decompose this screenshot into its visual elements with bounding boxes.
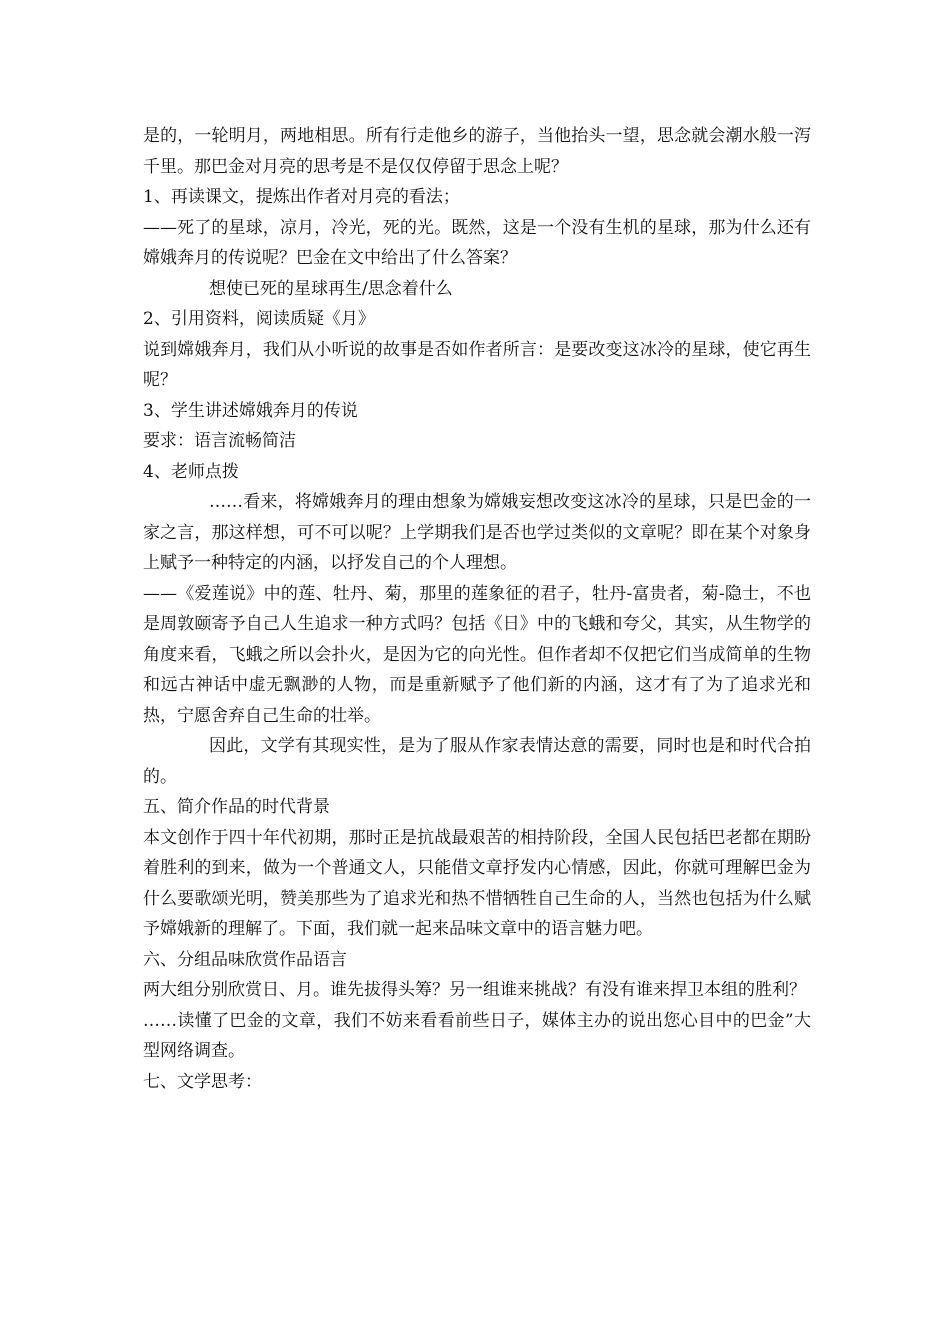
paragraph-intro: 是的，一轮明月，两地相思。所有行走他乡的游子，当他抬头一望，思念就会潮水般一泻千里。那巴金对月亮的思考是不是仅仅停留于思念上呢？ <box>143 126 811 177</box>
section-5-heading: 五、简介作品的时代背景 <box>143 797 330 817</box>
paragraph-background: 本文创作于四十年代初期，那时正是抗战最艰苦的相持阶段，全国人民包括巴老都在期盼着胜利的到来，做为一个普通文人，只能借文章抒发内心情感，因此，你就可理解巴金为什么要歌颂光明，赞美那些为了追求光和热不惜牺牲自己生命的人，当然也包括为什么赋予嫦娥新的理解了。下面，我们就一起来品味文章中的语言魅力吧。 <box>143 827 811 939</box>
paragraph-requirement: 要求：语言流畅简洁 <box>143 431 296 451</box>
paragraph-teacher-note: ……看来，将嫦娥奔月的理由想象为嫦娥妄想改变这冰冷的星球，只是巴金的一家之言，那这样想，可不可以呢？上学期我们是否也学过类似的文章呢？即在某个对象身上赋予一种特定的内涵，以抒发自己的个人理想。 <box>143 492 811 573</box>
document-body <box>143 121 811 1097</box>
paragraph-survey: ……读懂了巴金的文章，我们不妨来看看前些日子，媒体主办的说出您心目中的巴金”大型网络调查。 <box>143 1010 811 1061</box>
paragraph-conclusion: 因此，文学有其现实性，是为了服从作家表情达意的需要，同时也是和时代合拍的。 <box>143 736 811 787</box>
step-2-heading: 2、引用资料，阅读质疑《月》 <box>143 309 375 329</box>
paragraph-question: 说到嫦娥奔月，我们从小听说的故事是否如作者所言：是要改变这冰冷的星球，使它再生呢？ <box>143 339 811 390</box>
step-3-heading: 3、学生讲述嫦娥奔月的传说 <box>143 400 358 421</box>
step-4-heading: 4、老师点拨 <box>143 461 239 482</box>
paragraph-lotus: ——《爱莲说》中的莲、牡丹、菊，那里的莲象征的君子，牡丹-富贵者，菊-隐士，不也是周敦颐寄予自己人生追求一种方式吗？包括《日》中的飞蛾和夸父，其实，从生物学的角度来看，飞蛾之所以会扑火，是因为它的向光性。但作者却不仅把它们当成简单的生物和远古神话中虚无飘渺的人物，而是重新赋予了他们新的内涵，这才有了为了追求光和热，宁愿舍弃自己生命的壮举。 <box>143 583 811 726</box>
paragraph-groups: 两大组分别欣赏日、月。谁先拔得头筹？另一组谁来挑战？有没有谁来捍卫本组的胜利？ <box>143 980 806 1000</box>
section-6-heading: 六、分组品味欣赏作品语言 <box>143 949 347 970</box>
section-7-heading: 七、文学思考： <box>143 1071 262 1092</box>
paragraph-answer: 想使已死的星球再生/思念着什么 <box>209 278 453 299</box>
paragraph-moon-view: ——死了的星球，凉月，冷光，死的光。既然，这是一个没有生机的星球，那为什么还有嫦娥奔月的传说呢？巴金在文中给出了什么答案？ <box>143 217 811 268</box>
step-1-heading: 1、再读课文，提炼出作者对月亮的看法； <box>143 187 460 207</box>
